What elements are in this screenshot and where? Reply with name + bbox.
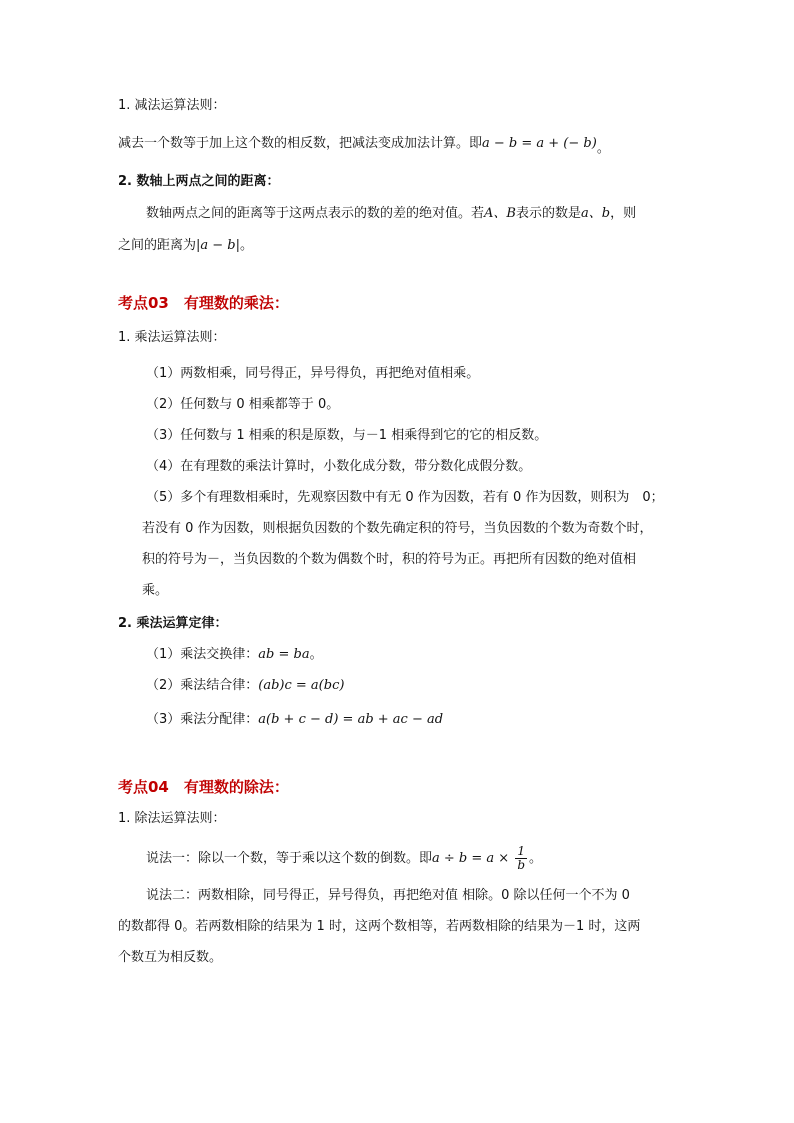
multiplication-law-title: 2. 乘法运算定律： — [118, 616, 228, 631]
distance-formula: |a − b| — [196, 238, 241, 253]
multiplication-rule-3: （3）任何数与 1 相乘的积是原数，与－1 相乘得到它的它的相反数。 — [146, 428, 548, 443]
subtraction-formula: a − b = a + (− b) — [482, 136, 597, 151]
commutative-law-end: 。 — [309, 647, 323, 662]
division-heading: 考点04 有理数的除法： — [118, 778, 289, 796]
distance-points: A、B — [484, 206, 516, 221]
multiplication-rule-1: （1）两数相乘，同号得正，异号得负，再把绝对值相乘。 — [146, 366, 480, 381]
commutative-law-formula: ab = ba — [258, 647, 310, 662]
subtraction-rule-text: 减去一个数等于加上这个数的相反数，把减法变成加法计算。即 — [118, 136, 483, 151]
distance-title: 2. 数轴上两点之间的距离： — [118, 174, 280, 189]
distance-text-b: 表示的数是 — [515, 206, 581, 221]
fraction-denominator: b — [517, 858, 526, 872]
associative-law-label: （2）乘法结合律： — [146, 678, 259, 693]
division-statement-1-text: 说法一：除以一个数，等于乘以这个数的倒数。即 — [146, 851, 433, 866]
distance-text-c: ，则 — [610, 206, 637, 221]
distance-line-1 — [146, 205, 636, 223]
multiplication-rule-title: 1. 乘法运算法则： — [118, 330, 226, 345]
division-formula: a ÷ b = a × — [432, 851, 510, 866]
distance-text-d: 之间的距离为 — [118, 238, 197, 253]
division-statement-1-end: 。 — [529, 851, 543, 866]
division-statement-2-line-3: 个数互为相反数。 — [118, 950, 223, 965]
distributive-law — [146, 711, 443, 729]
distance-values: a、b — [580, 206, 611, 221]
division-statement-1 — [146, 843, 542, 875]
multiplication-rule-5-line-3: 积的符号为－，当负因数的个数为偶数个时，积的符号为正。再把所有因数的绝对值相 — [142, 552, 637, 567]
multiplication-rule-5-line-1: （5）多个有理数相乘时，先观察因数中有无 0 作为因数，若有 0 作为因数，则积为 0； — [146, 490, 664, 505]
multiplication-rule-5-line-4: 乘。 — [142, 583, 169, 598]
multiplication-rule-2: （2）任何数与 0 相乘都等于 0。 — [146, 397, 340, 412]
division-statement-2-line-1: 说法二：两数相除，同号得正，异号得负，再把绝对值 相除。0 除以任何一个不为 0 — [146, 888, 630, 903]
fraction-numerator: 1 — [515, 845, 527, 859]
multiplication-rule-5-line-2: 若没有 0 作为因数，则根据负因数的个数先确定积的符号，当负因数的个数为奇数个时， — [142, 521, 653, 536]
subtraction-rule-end: 。 — [596, 141, 610, 156]
subtraction-rule — [118, 135, 610, 156]
subtraction-rule-title: 1. 减法运算法则： — [118, 98, 226, 113]
multiplication-rule-4: （4）在有理数的乘法计算时，小数化成分数，带分数化成假分数。 — [146, 459, 532, 474]
commutative-law-label: （1）乘法交换律： — [146, 647, 259, 662]
multiplication-heading: 考点03 有理数的乘法： — [118, 294, 289, 312]
associative-law-formula: (ab)c = a(bc) — [258, 678, 345, 693]
reciprocal-fraction — [515, 845, 527, 872]
distance-line-2 — [118, 237, 253, 255]
distance-end: 。 — [240, 238, 254, 253]
distributive-law-formula: a(b + c − d) = ab + ac − ad — [258, 712, 444, 727]
associative-law — [146, 677, 344, 695]
distance-text-a: 数轴两点之间的距离等于这两点表示的数的差的绝对值。若 — [146, 206, 485, 221]
commutative-law — [146, 646, 323, 664]
division-statement-2-line-2: 的数都得 0。若两数相除的结果为 1 时，这两个数相等，若两数相除的结果为－1 时，这两 — [118, 919, 641, 934]
division-rule-title: 1. 除法运算法则： — [118, 811, 226, 826]
distributive-law-label: （3）乘法分配律： — [146, 712, 259, 727]
